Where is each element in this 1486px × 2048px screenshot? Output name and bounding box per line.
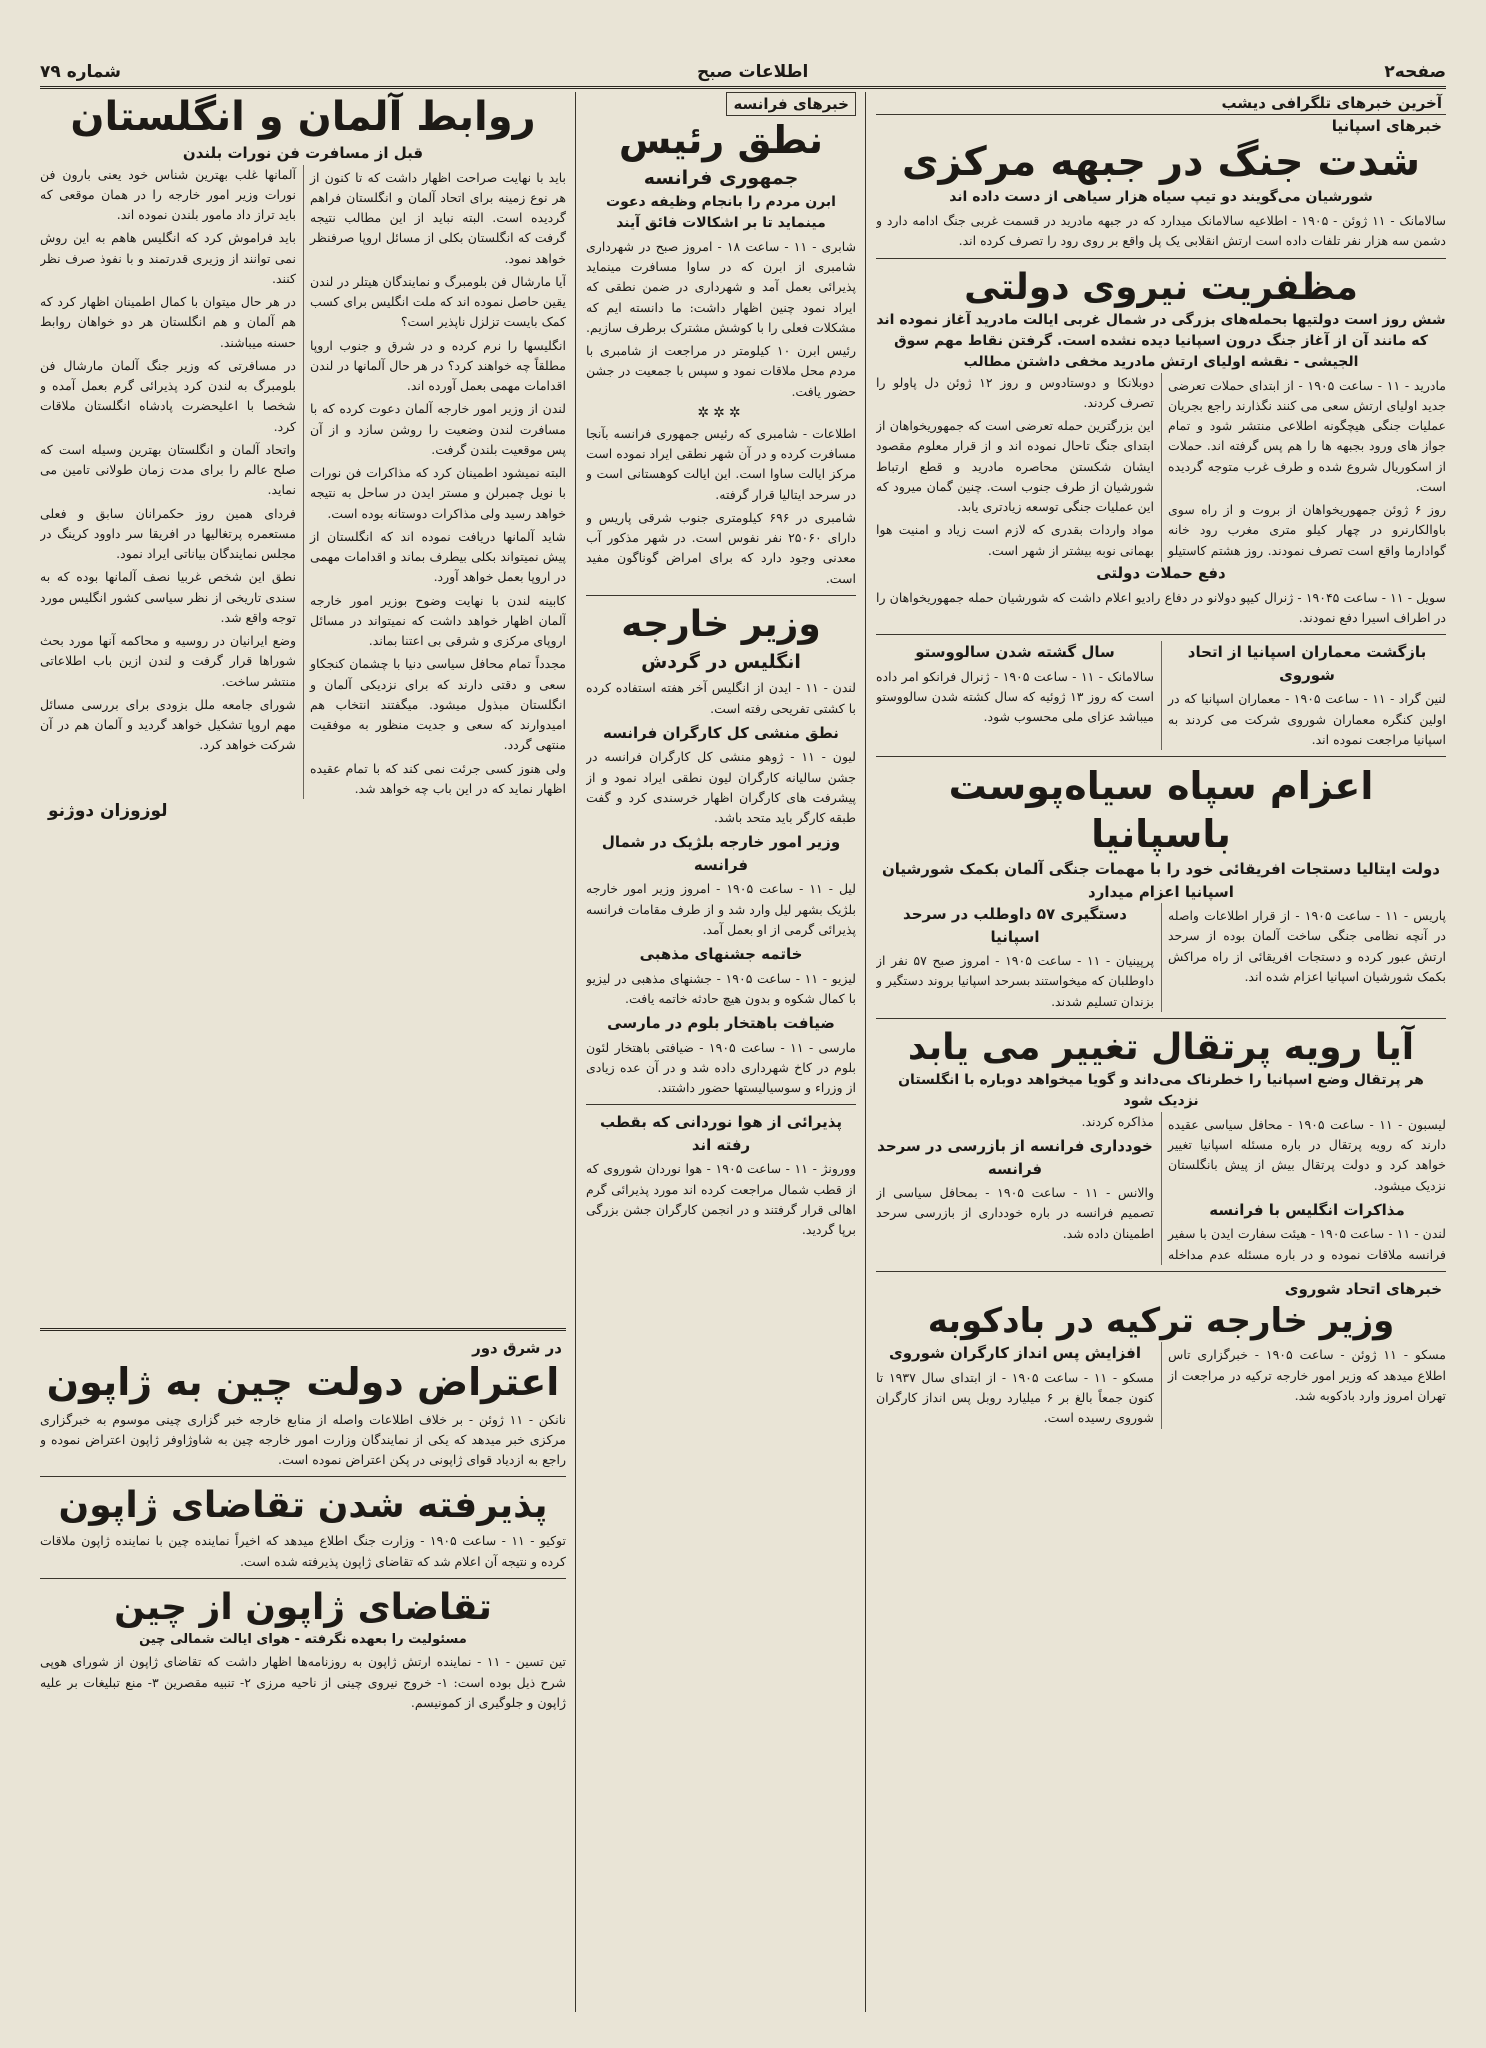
- subtitle-japan-demand: مسئولیت را بعهده نگرفته - هوای ایالت شمالی چین: [139, 1631, 467, 1647]
- article-text: مجدداً تمام محافل سیاسی دنیا با چشمان کنجکاو سعی و دقتی دارند که برای نزدیکی آلمان و انگلستان مبذول میشود. میگفتند انتخاب هم امیدوارند که سعی و جدیت منظور به موفقیت منتهی گردد.: [310, 656, 566, 753]
- newspaper-page: [40, 52, 1446, 2012]
- headline-foreign-minister-sub: انگلیس در گردش: [641, 650, 801, 673]
- column-right: [876, 92, 1446, 2012]
- separator-stars: ✲✲✲: [697, 404, 745, 421]
- headline-president-sub: جمهوری فرانسه: [643, 167, 799, 190]
- article-text: اطلاعات - شامبری که رئیس جمهوری فرانسه بآنجا مسافرت کرده و در آن شهر نطقی ایراد نموده است مرکز ایالت ساوا است. این ایالت کوهستانی است و در سرحد ایتالیا قرار گرفته.: [586, 425, 856, 502]
- kicker-latest: آخرین خبرهای تلگرافی دیشب: [876, 92, 1446, 115]
- headline-germany-england: روابط آلمان و انگلستان: [70, 94, 536, 140]
- headline-president-speech: نطق رئیس: [618, 118, 824, 162]
- article-text: واتحاد آلمان و انگلستان بهترین وسیله است که صلح عالم را برای مدت زمان طولانی تامین می نماید.: [40, 441, 296, 498]
- paper-name: اطلاعات صبح: [697, 62, 809, 82]
- article-text: شورای جامعه ملل بزودی برای بررسی مسائل مهم اروپا تشکیل خواهد گردید و آلمان هم در آن شرکت خواهد کرد.: [40, 696, 296, 753]
- article-text: مواد واردات بقدری که لازم است زیاد و امنیت هوا بهمانی نوبه بیشتر از شهر است.: [876, 522, 1154, 558]
- author-signature: لوزوزان دوژنو: [48, 801, 168, 821]
- subhead-defense: دفع حملات دولتی: [1096, 564, 1226, 583]
- article-text: آلمانها غلب بهترین شناس خود یعنی بارون فن نورات وزیر امور خارجه را در همان موقعی که باید تراز داد مامور بلندن نموده اند.: [40, 166, 296, 222]
- summary-president: ابرن مردم را بانجام وظیفه دعوت مینماید تا بر اشکالات فائق آیند: [606, 193, 836, 231]
- subhead-border-arrest: دستگیری ۵۷ داوطلب در سرحد اسپانیا: [903, 905, 1127, 946]
- article-text: مادرید - ۱۱ - ساعت ۱۹۰۵ - از ابتدای حملات تعرضی جدید اولیای ارتش سعی می کنند نگذارند راجع بجریان عملیات جنگی هیچگونه اطلاعی منتشر شود و تمام جواز های ورود بجبهه ها را هم پس گرفته اند. حملات از اسکوریال شروع شده و طرف غرب متوجه گردیده است.: [1168, 377, 1446, 494]
- article-text: روز ۶ ژوئن جمهوریخواهان از بروت و از راه سوی باوالکارنرو در چهار کیلو متری مغرب رود خانه گوادارما واقع است تصرف نمودند. روز هشتم کاستیلو دوبلانکا و دوستادوس و روز ۱۲ ژوئن دل پاولو را تصرف کردند.: [876, 374, 1446, 558]
- subtitle-neurath: قبل از مسافرت فن نورات بلندن: [182, 144, 424, 162]
- page-number: صفحه۲: [1384, 62, 1446, 82]
- headline-foreign-minister: وزیر خارجه: [621, 603, 821, 645]
- headline-japan-demand: تقاضای ژاپون از چین: [114, 1586, 492, 1628]
- article-text: لیسبون - ۱۱ - ساعت ۱۹۰۵ - محافل سیاسی عقیده دارند که رویه پرتقال در باره مسئله اسپانیا تغییر خواهد کرد و دولت پرتقال بیش از پیش بانگلستان نزدیک میشود.: [1168, 1116, 1446, 1193]
- kicker-france: خبرهای فرانسه: [726, 92, 856, 116]
- summary-black-troops: دولت ایتالیا دستجات افریقائی خود را با مهمات جنگی آلمان بکمک شورشیان اسپانیا اعزام میدارد: [881, 860, 1441, 901]
- article-text: شاید آلمانها دریافت نموده اند که انگلستان از پیش نمیتواند بکلی بیطرف بماند و اقدامات مهمی در اروپا بعمل خواهد آورد.: [310, 528, 566, 585]
- masthead: [40, 52, 1446, 89]
- article-text: سالامانک - ۱۱ - ساعت ۱۹۰۵ - ژنرال فرانکو امر داده است که روز ۱۳ ژوئیه که سال کشته شدن سالووستو میباشد عزای ملی محسوب شود.: [876, 668, 1154, 725]
- article-text: پرپینیان - ۱۱ - ساعت ۱۹۰۵ - امروز صبح ۵۷ نفر از داوطلبان که میخواستند بسرحد اسپانیا بروند دستگیر و بزندان تسلیم شدند.: [876, 953, 1154, 1009]
- column-divider: [575, 92, 576, 2012]
- article-text: کابینه لندن با نهایت وضوح بوزیر امور خارجه آلمان اظهار خواهد داشت که نمیتواند در مسائل اروپای مرکزی و شرقی بی اعتنا بماند.: [310, 592, 566, 648]
- headline-japan-demand-accepted: پذیرفته شدن تقاضای ژاپون: [58, 1485, 548, 1527]
- headline-central-front: شدت جنگ در جبهه مرکزی: [901, 139, 1421, 185]
- article-text: وضع ایرانیان در روسیه و محاکمه آنها مورد بحث شوراها قرار گرفت و لندن ازین باب اطلاعاتی منتشر ساخت.: [40, 633, 296, 689]
- article-text: این بزرگترین حمله تعرضی است که جمهوریخواهان از ابتدای جنگ تاحال نموده اند و از قرار معلوم مقصود ایشان شکستن محاصره مادرید و قطع ارتباط شورشیان از طرف جنوب است. چنین گمان میرود که این عملیات جنگی توسعه زیادتری یابد.: [876, 418, 1154, 514]
- subhead-belgian-minister: وزیر امور خارجه بلژیک در شمال فرانسه: [601, 833, 841, 874]
- headline-turkish-minister: وزیر خارجه ترکیه در بادکوبه: [927, 1300, 1395, 1341]
- subhead-savings: افزایش پس انداز کارگران شوروی: [888, 1344, 1142, 1363]
- article-text: لیون - ۱۱ - ژوهو منشی کل کارگران فرانسه در جشن سالیانه کارگران لیون نطقی ایراد نمود و از پیشرفت های کارگران اظهار خرسندی کرد و گفت طبقه کارگر باید متحد باشد.: [586, 749, 856, 826]
- subtitle-central-front: شورشیان می‌گویند دو تیپ سیاه هزار سیاهی از دست داده اند: [949, 189, 1373, 205]
- subhead-talks: مذاکرات انگلیس با فرانسه: [1209, 1200, 1405, 1219]
- article-text: در مسافرتی که وزیر جنگ آلمان مارشال فن بلومبرگ به لندن کرد پذیرائی گرم بعمل آمده و شخصا با اعلیحضرت پادشاه انگلستان ملاقات کرد.: [40, 357, 296, 434]
- headline-portugal: آیا رویه پرتقال تغییر می یابد: [907, 1026, 1415, 1068]
- article-text: البته نمیشود اطمینان کرد که مذاکرات فن نورات با نویل چمبرلن و مستر ایدن در ساحل به نتیجه خواهد رسید ولی مذاکرات دوستانه بوده است.: [310, 465, 566, 521]
- far-east-section: [40, 1322, 566, 2012]
- article-text: وورونژ - ۱۱ - ساعت ۱۹۰۵ - هوا نوردان شوروی که از قطب شمال مراجعت کرده اند مورد پذیرائی گرم اهالی قرار گرفتند و در انجمن کارگران جشن بزرگی برپا گردید.: [586, 1161, 856, 1238]
- article-text: ولی هنوز کسی جرئت نمی کند که با تمام عقیده اظهار نماید که در این باب چه خواهد شد.: [310, 760, 566, 796]
- article-text: تین تسین - ۱۱ - نماینده ارتش ژاپون به روزنامه‌ها اظهار داشت که تقاضای ژاپون از شورای هوپی شرح ذیل بوده است: ۱- خروج نیروی چینی از ناحیه مرزی ۲- تنبیه مقصرین ۳- منع تبلیغات بر علیه ژاپون و جلوگیری از کمونیسم.: [40, 1654, 566, 1710]
- summary-portugal: هر پرتقال وضع اسپانیا را خطرناک می‌داند و گویا میخواهد دوباره با انگلستان نزدیک شود: [898, 1071, 1424, 1109]
- article-text: مسکو - ۱۱ - ساعت ۱۹۰۵ - از ابتدای سال ۱۹۳۷ تا کنون جمعاً بالغ بر ۶ میلیارد روبل پس انداز کارگران شوروی رسیده است.: [876, 1369, 1154, 1426]
- subhead-religious: خاتمه جشنهای مذهبی: [639, 945, 803, 964]
- article-text: لندن - ۱۱ - ایدن از انگلیس آخر هفته استفاده کرده با کشتی تفریحی رفته است.: [586, 680, 856, 716]
- article-text: مارسی - ۱۱ - ساعت ۱۹۰۵ - ضیافتی باهتخار لئون بلوم در کاخ شهرداری داده شد و در آن عده زیادی از وزراء و سوسیالیستها حضور داشتند.: [586, 1039, 856, 1096]
- summary-government-victory: شش روز است دولتیها بحمله‌های بزرگی در شمال غربی ایالت مادرید آغاز نموده اند که مانند آن از آغاز جنگ درون اسپانیا دیده نشده است. گرفتن نقاط مهم سوق الجیشی - نقشه اولیای ارتش مادرید مخفی داشتن مطالب: [876, 311, 1446, 370]
- article-text: والانس - ۱۱ - ساعت ۱۹۰۵ - بمحافل سیاسی از تصمیم فرانسه در باره خودداری از بازرسی سرحد اطمینان داده شد.: [876, 1185, 1154, 1241]
- subhead-aviators: پذیرائی از هوا نوردانی که بقطب رفته اند: [599, 1113, 843, 1154]
- article-text: سالامانک - ۱۱ ژوئن - ۱۹۰۵ - اطلاعیه سالامانک میدارد که در جبهه مادرید در قسمت غربی جنگ ادامه دارد و دشمن سه هزار نفر تلفات داده است ارتش انقلابی یک پل واقع بر روی رود را تصرف کرده اند.: [876, 213, 1446, 249]
- article-text: لنین گراد - ۱۱ - ساعت ۱۹۰۵ - معماران اسپانیا که در اولین کنگره معماران شوروی شرکت می کردند به اسپانیا مراجعت نموده اند.: [1168, 691, 1446, 747]
- headline-black-troops: اعزام سپاه سیاه‌پوست باسپانیا: [948, 764, 1374, 856]
- subhead-france-border: خودداری فرانسه از بازرسی در سرحد فرانسه: [877, 1137, 1153, 1178]
- kicker-spain: خبرهای اسپانیا: [1331, 117, 1442, 135]
- article-text: آیا مارشال فن بلومبرگ و نمایندگان هیتلر در لندن یقین حاصل نموده اند که ملت انگلیس برای کسب کمک بایست تزلزل ناپذیر است؟: [310, 273, 566, 330]
- article-text: نطق این شخص غربیا نصف آلمانها بوده که به سندی تاریخی از نظر سیاسی کشور انگلیس مورد توجه واقع شد.: [40, 569, 296, 625]
- article-text: توکیو - ۱۱ - ساعت ۱۹۰۵ - وزارت جنگ اطلاع میدهد که اخیراً نماینده چین با نماینده ژاپون ملاقات کرده و نتیجه آن اعلام شد که تقاضای ژاپون پذیرفته شده است.: [40, 1533, 566, 1569]
- article-text: باید فراموش کرد که انگلیس هاهم به این روش نمی توانند از وزیری قدرتمند و با نفوذ صرف نظر کنند.: [40, 230, 296, 286]
- issue-number: شماره ۷۹: [40, 62, 122, 82]
- article-text: انگلیسها را نرم کرده و در شرق و جنوب اروپا مطلقاً چه خواهند کرد؟ در هر حال آلمانها در لندن اقدامات مهمی بعمل آورده اند.: [310, 337, 566, 393]
- article-text: باید با نهایت صراحت اظهار داشت که تا کنون از هر نوع زمینه برای اتحاد آلمان و انگلستان فراهم گردیده است. البته نباید از این مطالب نتیجه گرفت که انگلستان بکلی از مسائل اروپا صرفنظر خواهد نمود.: [310, 169, 566, 266]
- subhead-ussr-return: بازگشت معماران اسپانیا از اتحاد شوروی: [1187, 643, 1427, 684]
- article-text: لندن از وزیر امور خارجه آلمان دعوت کرده که با مسافرت لندن وضعیت را روشن سازد و از آن پس موقعیت بلندن گرفت.: [310, 401, 566, 457]
- headline-china-protest: اعتراض دولت چین به ژاپون: [46, 1360, 560, 1404]
- article-text: لیزیو - ۱۱ - ساعت ۱۹۰۵ - جشنهای مذهبی در لیزیو با کمال شکوه و بدون هیچ حادثه خاتمه یافت.: [586, 970, 856, 1006]
- subhead-workers-speech: نطق منشی کل کارگران فرانسه: [603, 723, 839, 742]
- article-text: نانکن - ۱۱ ژوئن - بر خلاف اطلاعات واصله از منابع خارجه خبر گزاری چینی موسوم به خبرگزاری مرکزی خبر میدهد که یکی از نمایندگان وزارت امور خارجه چین به شاوژاوفر ژاپون اعتراض نموده و راجع به ازدیاد قوای ژاپونی در پکن اعتراض نموده است.: [40, 1411, 566, 1467]
- subhead-blum-feast: ضیافت باهتخار بلوم در مارسی: [607, 1014, 835, 1033]
- subhead-anniversary: سال گشته شدن سالووستو: [915, 643, 1115, 662]
- headline-government-victory: مظفریت نیروی دولتی: [964, 266, 1358, 308]
- article-text: شامبری در ۶۹۶ کیلومتری جنوب شرقی پاریس و دارای ۲۵۰۶۰ نفر نفوس است. در شهر مذکور آب معدنی وجود دارد که برای امراض گوناگون مفید است.: [586, 509, 856, 586]
- column-left: [40, 92, 566, 1342]
- article-text: فردای همین روز حکمرانان سابق و فعلی مستعمره پرتغالیها در افریقا سر داوود کرینگ در مجلس نمایندگان بیاناتی ایراد نمود.: [40, 505, 296, 561]
- article-text: پاریس - ۱۱ - ساعت ۱۹۰۵ - از قرار اطلاعات واصله در آنچه نظامی جنگی ساخت آلمان بوده از سرحد ارتش عبور کرده و دستجات افریقائی از راه مراکش بکمک شورشیان اسپانیا اعزام شده اند.: [1168, 908, 1446, 984]
- kicker-ussr: خبرهای اتحاد شوروی: [1284, 1279, 1442, 1298]
- column-divider: [865, 92, 866, 2012]
- article-text: شابری - ۱۱ - ساعت ۱۸ - امروز صبح در شهرداری شامبری از ابرن که در ساوا مسافرت مینماید پذیرائی بعمل آمد و شهرداری در ضمن نطقی که ایراد نمود چنین اظهار داشت: ما دانسته ایم که مشکلات فعلی را با کوشش مشترک برطرف سازیم.: [586, 238, 856, 335]
- article-text: در هر حال میتوان با کمال اطمینان اظهار کرد که هم آلمان و هم انگلستان هر دو خواهان روابط حسنه میباشند.: [40, 294, 296, 350]
- article-text: لندن - ۱۱ - ساعت ۱۹۰۵ - هیئت سفارت ایدن با سفیر فرانسه ملاقات نموده و در باره مسئله عدم مداخله مذاکره کردند.: [1081, 1113, 1446, 1262]
- article-text: سویل - ۱۱ - ساعت ۱۹۰۴۵ - ژنرال کیپو دولانو در دفاع رادیو اعلام داشت که شورشیان حمله جمهوریخواهان را در اطراف اسیرا دفع نمودند.: [876, 589, 1446, 625]
- article-text: رئیس ابرن ۱۰ کیلومتر در مراجعت از شامبری با مردم محل ملاقات نمود و سپس با جمعیت در جشن حضور یافت.: [586, 343, 856, 399]
- article-text: مسکو - ۱۱ ژوئن - ساعت ۱۹۰۵ - خبرگزاری تاس اطلاع میدهد که وزیر امور خارجه ترکیه در مراجعت از تهران امروز وارد بادکوبه شد.: [1168, 1347, 1446, 1403]
- kicker-far-east: در شرق دور: [472, 1339, 562, 1357]
- column-middle: [586, 92, 856, 2012]
- article-text: لیل - ۱۱ - ساعت ۱۹۰۵ - امروز وزیر امور خارجه بلژیک بشهر لیل وارد شد و از طرف مقامات فرانسه پذیرائی گرمی از او بعمل آمد.: [586, 881, 856, 937]
